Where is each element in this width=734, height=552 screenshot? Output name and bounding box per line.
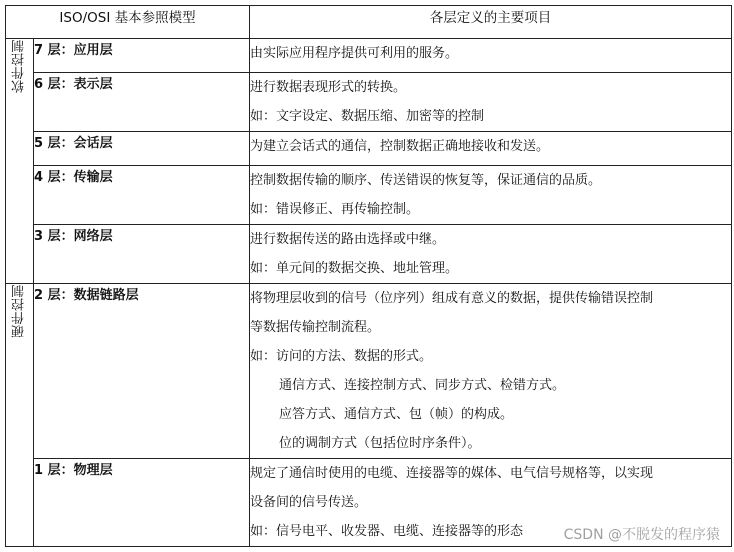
- group-hardware: [6, 284, 34, 547]
- desc-line: 位的调制方式（包括位时序条件）。: [279, 436, 481, 451]
- desc-line: 控制数据传输的顺序、传送错误的恢复等，保证通信的品质。: [250, 173, 602, 188]
- layer-1-name: 1 层：物理层: [34, 459, 250, 547]
- table-header-row: [6, 6, 732, 39]
- table-row-layer-5: [6, 132, 732, 166]
- desc-line: 由实际应用程序提供可利用的服务。: [250, 46, 459, 61]
- desc-line: 如：单元间的数据交换、地址管理。: [250, 261, 459, 276]
- layer-4-desc: [250, 166, 732, 225]
- group-software-label: 软件控制: [12, 39, 27, 93]
- layer-7-name: 7 层：应用层: [34, 39, 250, 73]
- desc-line: 如：文字设定、数据压缩、加密等的控制: [250, 109, 485, 124]
- layer-2-name: 2 层：数据链路层: [34, 284, 250, 459]
- header-model: ISO/OSI 基本参照模型: [6, 6, 250, 39]
- layer-2-desc: [250, 284, 732, 459]
- table-row-layer-3: [6, 225, 732, 284]
- desc-line: 等数据传输控制流程。: [250, 320, 381, 335]
- desc-line: 将物理层收到的信号（位序列）组成有意义的数据，提供传输错误控制: [250, 291, 654, 306]
- layer-3-name: 3 层：网络层: [34, 225, 250, 284]
- desc-line: 规定了通信时使用的电缆、连接器等的媒体、电气信号规格等，以实现: [250, 466, 654, 481]
- layer-5-name: 5 层：会话层: [34, 132, 250, 166]
- desc-line: 如：错误修正、再传输控制。: [250, 202, 420, 217]
- table-row-layer-2: [6, 284, 732, 459]
- layer-7-desc: [250, 39, 732, 73]
- desc-line: 进行数据表现形式的转换。: [250, 80, 407, 95]
- layer-5-desc: [250, 132, 732, 166]
- table-row-layer-7: [6, 39, 732, 73]
- desc-line: 如：访问的方法、数据的形式。: [250, 349, 433, 364]
- header-definition: 各层定义的主要项目: [250, 6, 732, 39]
- layer-4-name: 4 层：传输层: [34, 166, 250, 225]
- watermark: CSDN @不脱发的程序猿: [563, 527, 720, 543]
- layer-3-desc: [250, 225, 732, 284]
- desc-line: 进行数据传送的路由选择或中继。: [250, 232, 446, 247]
- desc-line: 应答方式、通信方式、包（帧）的构成。: [279, 407, 514, 422]
- group-hardware-label: 硬件控制: [12, 284, 27, 338]
- desc-line: 如：信号电平、收发器、电缆、连接器等的形态: [250, 524, 524, 539]
- osi-model-table: [5, 5, 732, 547]
- group-software: [6, 39, 34, 284]
- desc-line: 设备间的信号传送。: [250, 495, 368, 510]
- desc-line: 为建立会话式的通信，控制数据正确地接收和发送。: [250, 139, 550, 154]
- table-row-layer-6: [6, 73, 732, 132]
- layer-6-desc: [250, 73, 732, 132]
- table-row-layer-4: [6, 166, 732, 225]
- desc-line: 通信方式、连接控制方式、同步方式、检错方式。: [279, 378, 566, 393]
- layer-6-name: 6 层：表示层: [34, 73, 250, 132]
